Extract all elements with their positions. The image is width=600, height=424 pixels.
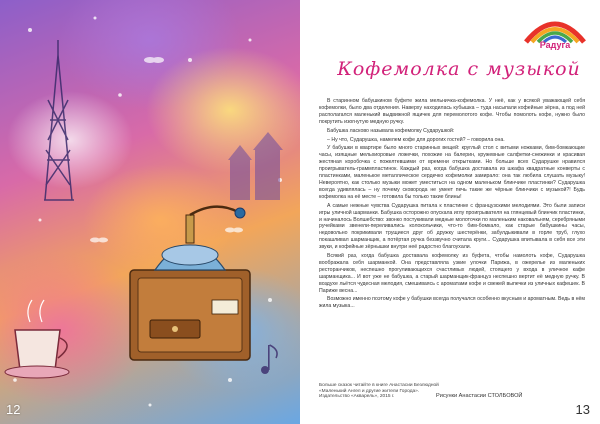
logo-text: Радуга bbox=[539, 40, 571, 50]
music-note-icon bbox=[261, 345, 277, 374]
story-body bbox=[319, 98, 585, 312]
eiffel-tower-icon bbox=[44, 40, 74, 200]
page-number-left: 12 bbox=[6, 402, 21, 417]
paragraph: В старинном бабушкином буфете жила мельничка-кофемолка. У неё, как у всякой уважающей себя кофемолки, было два отделения. Наверху находилась кубышка – туда насыпали кофейные зёрна, а под ней располагался маленький выдвижной ящичек для перемолотого кофе. Чтобы помолоть кофе, нужно было покрутить изогнутую медную ручку. bbox=[319, 98, 585, 125]
story-title: Кофемолка с музыкой bbox=[337, 58, 581, 80]
text-page bbox=[300, 0, 600, 424]
credit-line: Больше сказок читайте в книге Анастасии Безлюдной bbox=[319, 383, 439, 388]
coffee-cup-icon bbox=[5, 300, 69, 378]
credit-line: «Маленький Ангел и другие жители Города». bbox=[319, 388, 420, 394]
paragraph: Всякий раз, когда бабушка доставала кофемолку из буфета, чтобы намолоть кофе, Сударушка воображала себя шарманкой. Она представляла узкие улочки Парижа, в ожерелье из маленьких ресторанчиков, неспешно прогуливающихся счастливых людей, стоящего у входа в уличное кафе шарманщика... И вот уже не бабушка, а старый шарманщик-француз неспешно вертит её медную ручку. В воздухе льётся чудесная мелодия, смешиваясь с ароматами кофе и свежей выпечки из уличных кафешек. В Париже весна... bbox=[319, 253, 585, 294]
credit-line: Издательство «Акварель», 2015 г. bbox=[319, 394, 395, 400]
paragraph: – Ну что, Сударушка, намелем кофе для дорогих гостей? – говорила она. bbox=[327, 136, 505, 143]
raduga-logo bbox=[520, 12, 590, 50]
butterfly-icons bbox=[90, 57, 243, 243]
city-silhouette bbox=[228, 132, 283, 200]
paragraph: У бабушки в квартире было много старинных вещей: круглый стол с витыми ножками, бим-бомкающие часы, изящные мельхиоровые ложечки, похожие на балерин, кружевные салфетки-снежинки и красивая жестяная коробочка с пожелтевшими от времени открытками. Но больше всех Сударушке нравился проигрыватель-граммпластинок. Каждый раз, когда бабушка доставала из шкафа квадратные конверты с пластинками, маленькое металлическое сердечко кофемолки замирало: она так любила слушать музыку! Невероятно, как столько музыки может уместиться на одном маленьком блинчике пластинки? Сударушка всегда удивлялась – ну почему сковорода не умеет печь такие же чёрные блинчики с музыкой?! Будь кофемолка на её месте – готовила бы только такие блины! bbox=[319, 145, 585, 200]
artist-credit: Рисунки Анастасии СТОЛБОВОЙ bbox=[436, 393, 523, 399]
page-number-right: 13 bbox=[575, 402, 590, 417]
paragraph: Возможно именно поэтому кофе у бабушки всегда получался особенно вкусным и ароматным. Ведь в нём жила музыка... bbox=[319, 296, 585, 310]
paragraph: Бабушка ласково называла кофемолку Сударушкой: bbox=[327, 127, 455, 134]
paragraph: А самые нежные чувства Сударушка питала к пластинке с французскими мелодиями. Это были записи игры уличной шарманки. Бабушка осторожно опускала иглу проигрывателя на глянцевый блинчик пластинки, и начиналось Волшебство: звонко постукивали медные молоточки по маленьким наковальням, серебряными ручейками звенели-переливались колокольчики, что-то бим-бомкало, как старые бабушкины часы, недовольно покрикивали трущиеся друг об дружку шестерёнки, забулдыкивали в горле труб, глухо покашливал шарманщик, а потёртая ручка беззвучно считала круги... Сударушка впитывала в себя все эти звуки, и кофейные зёрнышки внутри неё радостно благоухали. bbox=[319, 202, 585, 251]
